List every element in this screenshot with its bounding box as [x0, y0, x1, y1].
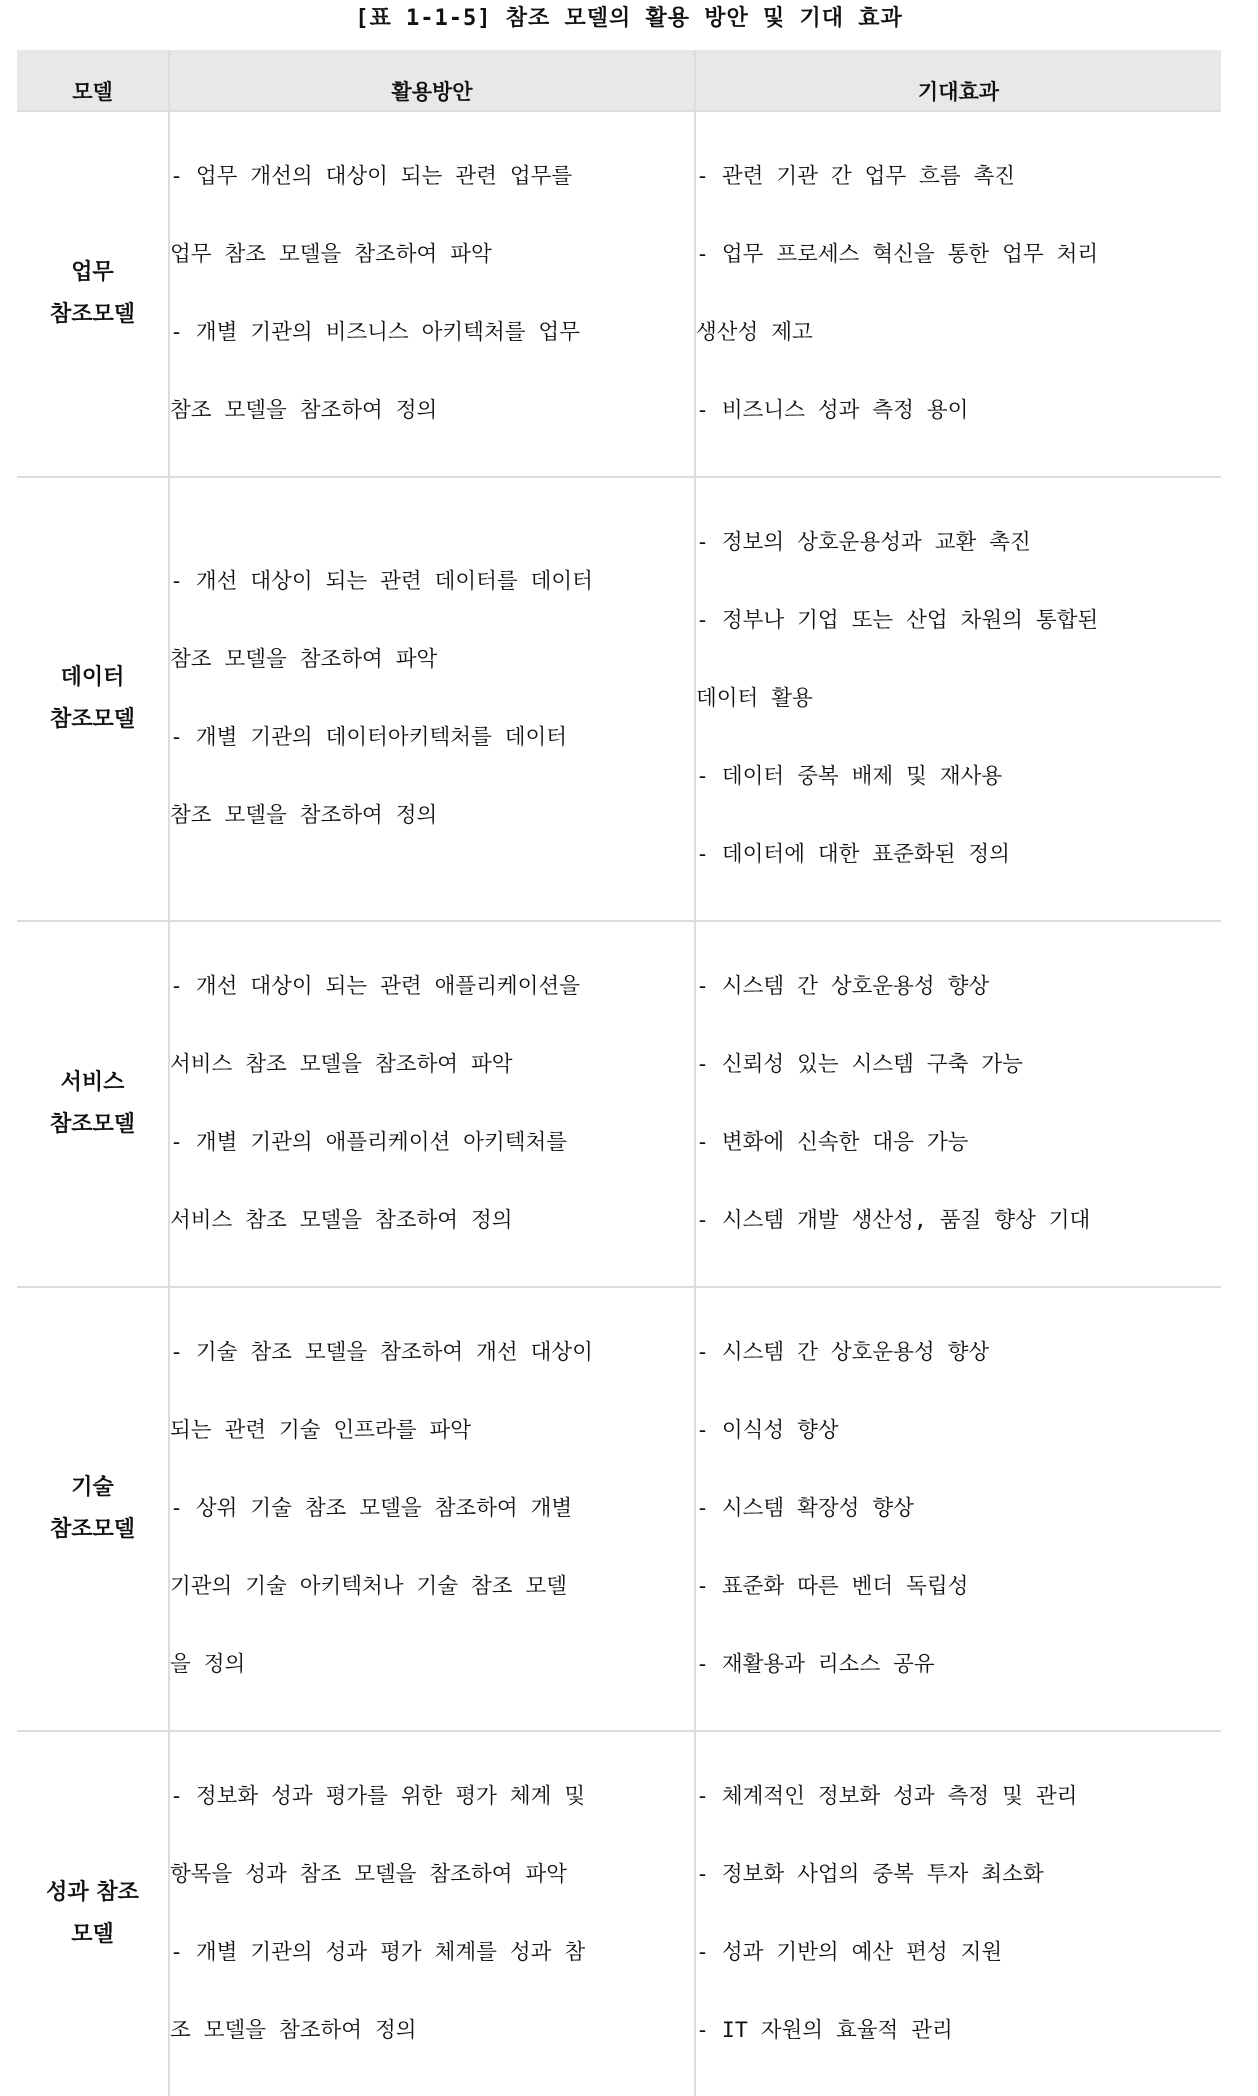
model-name: 참조모델 — [49, 302, 135, 327]
usage-line: - 개별 기관의 데이터아키텍처를 데이터 — [170, 725, 568, 750]
column-header-model: 모델 — [17, 50, 169, 111]
usage-line: - 정보화 성과 평가를 위한 평가 체계 및 — [170, 1784, 586, 1809]
effect-line: - 성과 기반의 예산 편성 지원 — [696, 1940, 1003, 1965]
effect-cell — [695, 111, 1221, 477]
model-name: 기술 — [71, 1475, 114, 1500]
usage-line: - 기술 참조 모델을 참조하여 개선 대상이 — [170, 1340, 593, 1365]
effect-line: 생산성 제고 — [696, 320, 813, 345]
usage-line: - 업무 개선의 대상이 되는 관련 업무를 — [170, 164, 573, 189]
usage-cell — [169, 477, 695, 921]
reference-model-table — [17, 50, 1221, 2096]
usage-cell — [169, 1731, 695, 2096]
effect-line: - 신뢰성 있는 시스템 구축 가능 — [696, 1052, 1023, 1077]
effect-line: - 시스템 간 상호운용성 향상 — [696, 1340, 990, 1365]
effect-cell — [695, 921, 1221, 1287]
usage-line: - 개선 대상이 되는 관련 애플리케이션을 — [170, 974, 580, 999]
table-caption: [표 1-1-5] 참조 모델의 활용 방안 및 기대 효과 — [355, 6, 903, 31]
usage-line: 기관의 기술 아키텍처나 기술 참조 모델 — [170, 1574, 568, 1599]
usage-line: 참조 모델을 참조하여 파악 — [170, 647, 438, 672]
effect-line: - 정보의 상호운용성과 교환 촉진 — [696, 530, 1031, 555]
usage-line: 조 모델을 참조하여 정의 — [170, 2018, 417, 2043]
usage-line: 서비스 참조 모델을 참조하여 파악 — [170, 1052, 513, 1077]
model-name: 참조모델 — [49, 1517, 135, 1542]
effect-line: - 변화에 신속한 대응 가능 — [696, 1130, 969, 1155]
model-name: 모델 — [71, 1922, 114, 1947]
model-name-cell — [17, 477, 169, 921]
usage-line: 을 정의 — [170, 1652, 246, 1677]
usage-cell — [169, 1287, 695, 1731]
column-header-effect: 기대효과 — [695, 50, 1221, 111]
column-header-usage: 활용방안 — [169, 50, 695, 111]
usage-line: 참조 모델을 참조하여 정의 — [170, 398, 438, 423]
model-name-cell — [17, 1731, 169, 2096]
usage-line: - 개별 기관의 비즈니스 아키텍처를 업무 — [170, 320, 580, 345]
effect-cell — [695, 1731, 1221, 2096]
effect-line: - 데이터에 대한 표준화된 정의 — [696, 842, 1010, 867]
usage-line: 업무 참조 모델을 참조하여 파악 — [170, 242, 492, 267]
usage-line: - 상위 기술 참조 모델을 참조하여 개별 — [170, 1496, 573, 1521]
effect-line: - 데이터 중복 배제 및 재사용 — [696, 764, 1003, 789]
model-name: 데이터 — [60, 665, 125, 690]
model-name: 서비스 — [60, 1070, 125, 1095]
table-row — [17, 477, 1221, 921]
usage-line: 항목을 성과 참조 모델을 참조하여 파악 — [170, 1862, 568, 1887]
model-name-cell — [17, 921, 169, 1287]
effect-line: - 체계적인 정보화 성과 측정 및 관리 — [696, 1784, 1078, 1809]
usage-cell — [169, 111, 695, 477]
model-name: 성과 참조 — [46, 1880, 139, 1905]
effect-line: - 업무 프로세스 혁신을 통한 업무 처리 — [696, 242, 1099, 267]
usage-line: 서비스 참조 모델을 참조하여 정의 — [170, 1208, 513, 1233]
usage-line: 참조 모델을 참조하여 정의 — [170, 803, 438, 828]
effect-line: - 비즈니스 성과 측정 용이 — [696, 398, 969, 423]
usage-cell — [169, 921, 695, 1287]
model-name: 참조모델 — [49, 1112, 135, 1137]
model-name-cell — [17, 111, 169, 477]
effect-line: - 표준화 따른 벤더 독립성 — [696, 1574, 969, 1599]
table-row — [17, 1287, 1221, 1731]
table-row — [17, 921, 1221, 1287]
effect-line: - 정보화 사업의 중복 투자 최소화 — [696, 1862, 1044, 1887]
model-name: 참조모델 — [49, 707, 135, 732]
effect-line: - 시스템 개발 생산성, 품질 향상 기대 — [696, 1208, 1091, 1233]
effect-line: - 관련 기관 간 업무 흐름 촉진 — [696, 164, 1016, 189]
effect-line: - 재활용과 리소스 공유 — [696, 1652, 935, 1677]
model-name: 업무 — [71, 260, 114, 285]
table-row — [17, 111, 1221, 477]
usage-line: - 개별 기관의 애플리케이션 아키텍처를 — [170, 1130, 568, 1155]
effect-line: - 정부나 기업 또는 산업 차원의 통합된 — [696, 608, 1099, 633]
effect-cell — [695, 1287, 1221, 1731]
header-row — [17, 50, 1221, 111]
usage-line: - 개별 기관의 성과 평가 체계를 성과 참 — [170, 1940, 586, 1965]
effect-line: - 시스템 간 상호운용성 향상 — [696, 974, 990, 999]
effect-line: - 시스템 확장성 향상 — [696, 1496, 914, 1521]
effect-line: - IT 자원의 효율적 관리 — [696, 2018, 953, 2043]
table-row — [17, 1731, 1221, 2096]
usage-line: 되는 관련 기술 인프라를 파악 — [170, 1418, 472, 1443]
effect-line: 데이터 활용 — [696, 686, 813, 711]
effect-line: - 이식성 향상 — [696, 1418, 839, 1443]
usage-line: - 개선 대상이 되는 관련 데이터를 데이터 — [170, 569, 593, 594]
model-name-cell — [17, 1287, 169, 1731]
effect-cell — [695, 477, 1221, 921]
